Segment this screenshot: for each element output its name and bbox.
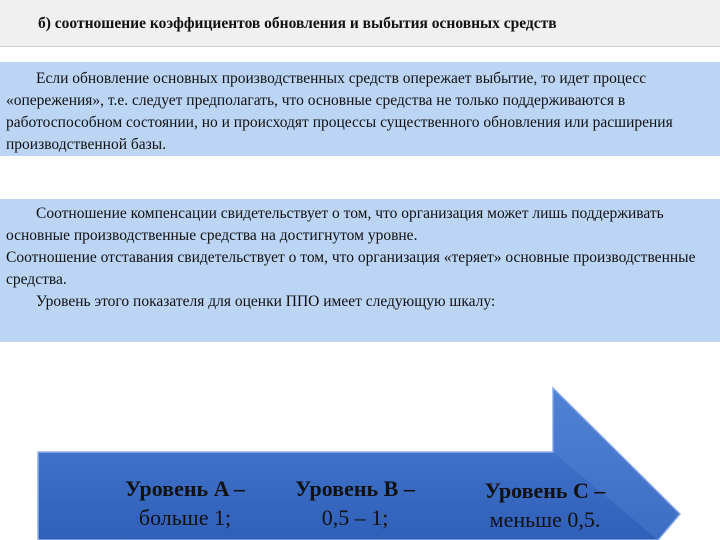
level-a-value: больше 1;	[138, 505, 232, 530]
level-b-name: Уровень B –	[295, 476, 415, 501]
lag-paragraph: Соотношение отставания свидетельствует о том, что организация «теряет» основные производственные средства.	[6, 249, 696, 288]
level-c-value: меньше 0,5.	[489, 507, 601, 532]
level-c	[455, 476, 635, 534]
advance-paragraph: Если обновление основных производственных средств опережает выбытие, то идет процесс «опережения», т.е. следует предполагать, что основные средства не только поддерживаются в работоспособном состоянии, но и происходят процессы существенного обновления или расширения производственной базы.	[6, 70, 673, 153]
level-a	[92, 474, 278, 532]
level-b	[280, 474, 430, 532]
level-c-name: Уровень C –	[484, 478, 606, 503]
compensation-paragraph: Соотношение компенсации свидетельствует о том, что организация может лишь поддерживать основные производственные средства на достигнутом уровне.	[6, 205, 664, 244]
slide-title: б) соотношение коэффициентов обновления и выбытия основных средств	[38, 15, 557, 32]
level-b-value: 0,5 – 1;	[321, 505, 389, 530]
level-a-name: Уровень A –	[125, 476, 245, 501]
scale-intro-paragraph: Уровень этого показателя для оценки ППО имеет следующую шкалу:	[36, 293, 496, 310]
